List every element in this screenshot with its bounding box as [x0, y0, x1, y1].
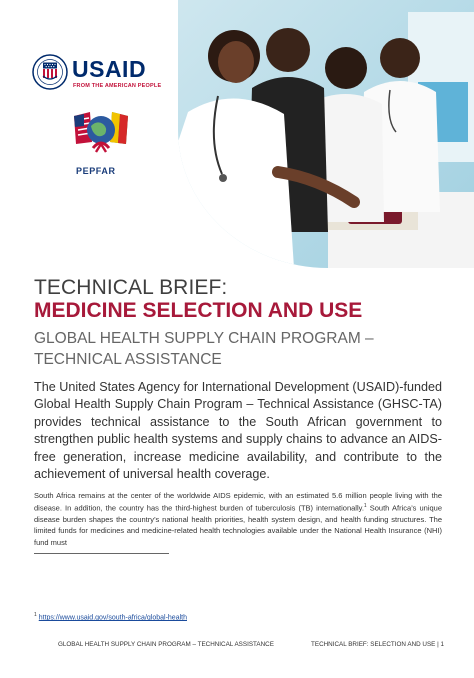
usaid-logo [32, 54, 162, 94]
brief-label: TECHNICAL BRIEF: [34, 276, 228, 299]
pepfar-emblem-icon [70, 108, 132, 156]
footnote [34, 612, 187, 621]
footer-page-label: TECHNICAL BRIEF: SELECTION AND USE | 1 [311, 641, 444, 648]
body-text-part1: South Africa remains at the center of the worldwide AIDS epidemic, with an estimated 5.6 million people living with the disease. In addition, the country has the third-highest burden of tuberculosis (TB) internationally. [34, 491, 442, 513]
intro-paragraph: The United States Agency for International Development (USAID)-funded Global Health Supply Chain Program – Technical Assistance (GHSC-TA) provides technical assistance to the South African government to strengthen public health systems and supply chains to advance an AIDS-free generation, increase medicine availability, and contribute to the achievement of universal health coverage. [34, 380, 442, 482]
pepfar-logo [68, 108, 134, 180]
footnote-number: 1 [34, 612, 37, 618]
footnote-link[interactable]: https://www.usaid.gov/south-africa/global-health [38, 614, 187, 622]
usaid-tagline: FROM THE AMERICAN PEOPLE [73, 83, 162, 89]
pepfar-wordmark: PEPFAR [76, 166, 116, 176]
program-subtitle: GLOBAL HEALTH SUPPLY CHAIN PROGRAM – TECHNICAL ASSISTANCE [34, 330, 374, 368]
page-title: MEDICINE SELECTION AND USE [34, 299, 363, 322]
body-paragraph [34, 490, 442, 548]
footnote-divider [34, 553, 169, 554]
body-text-part2: South Africa’s unique disease burden shapes the country’s national health priorities, health system design, and health funding structures. The limited funds for medicines and medicine-related health technologies available under the National Health Insurance (NHI) fund must [34, 503, 442, 547]
footnote-reference: 1 [363, 503, 367, 510]
healthcare-workers-photo [178, 0, 474, 268]
usaid-wordmark: USAID [72, 56, 147, 82]
footer-program-name: GLOBAL HEALTH SUPPLY CHAIN PROGRAM – TECHNICAL ASSISTANCE [58, 641, 274, 648]
usaid-seal-icon [32, 54, 68, 90]
photo-illustration [178, 0, 474, 268]
